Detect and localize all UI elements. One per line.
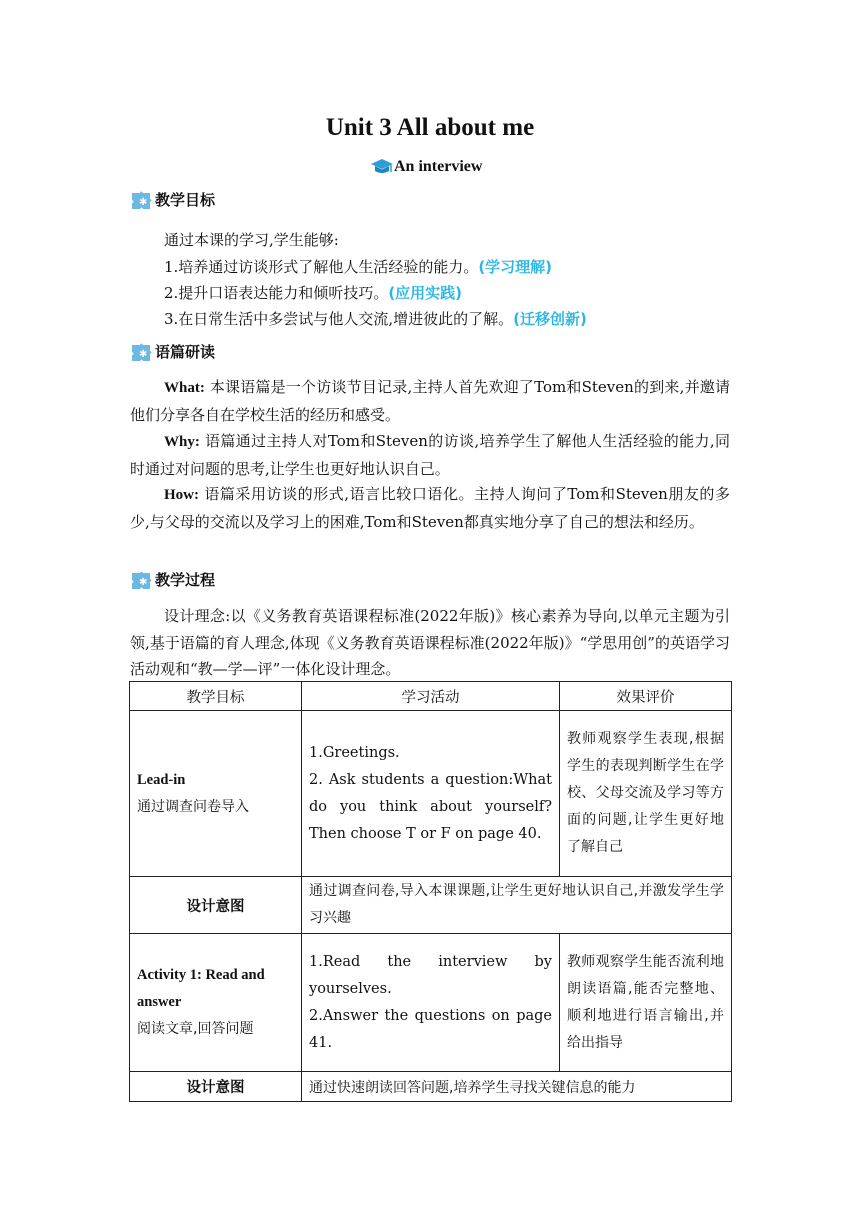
table-row bbox=[130, 711, 732, 877]
why-label: Why: bbox=[164, 434, 200, 450]
lesson-plan-table bbox=[129, 681, 732, 1102]
intent-cell: 通过调查问卷,导入本课课题,让学生更好地认识自己,并激发学生学习兴趣 bbox=[302, 877, 732, 934]
goal-subtitle: 通过调查问卷导入 bbox=[137, 798, 249, 815]
goal-title: Activity 1: Read and answer bbox=[137, 967, 265, 1010]
goal-subtitle: 阅读文章,回答问题 bbox=[137, 1021, 254, 1037]
goal-item: 1.培养通过访谈形式了解他人生活经验的能力。(学习理解) bbox=[164, 258, 553, 276]
section-heading-text: 教学目标 bbox=[155, 191, 216, 209]
goal-tag: (学习理解) bbox=[478, 258, 553, 276]
process-intro: 设计理念:以《义务教育英语课程标准(2022年版)》核心素养为导向,以单元主题为引领,基于语篇的育人理念,体现《义务教育英语课程标准(2022年版)》“学思用创”的英语学习活动观和“教—学—评”一体化设计理念。 bbox=[130, 607, 730, 678]
table-row bbox=[130, 877, 732, 934]
goals-intro: 通过本课的学习,学生能够: bbox=[164, 231, 339, 249]
page-title: Unit 3 All about me bbox=[325, 114, 535, 141]
graduation-cap-icon bbox=[370, 157, 394, 177]
svg-text:✱: ✱ bbox=[139, 196, 148, 208]
activity-item: 2. Ask students a question:What do you think about yourself? Then choose T or F on page 40. bbox=[309, 771, 552, 842]
what-label: What: bbox=[164, 380, 205, 396]
intent-label: 设计意图 bbox=[130, 1072, 302, 1102]
activity-item: 1.Read the interview by yourselves. bbox=[309, 953, 552, 997]
goal-item: 2.提升口语表达能力和倾听技巧。(应用实践) bbox=[164, 284, 463, 302]
how-label: How: bbox=[164, 487, 199, 503]
goal-item: 3.在日常生活中多尝试与他人交流,增进彼此的了解。(迁移创新) bbox=[164, 310, 587, 328]
subtitle bbox=[370, 156, 482, 178]
puzzle-icon bbox=[131, 570, 153, 590]
section-heading-reading bbox=[131, 341, 215, 362]
why-paragraph: Why: 语篇通过主持人对Tom和Steven的访谈,培养学生了解他人生活经验的能力,同时通过对问题的思考,让学生也更好地认识自己。 bbox=[130, 432, 730, 478]
goal-tag: (应用实践) bbox=[388, 284, 463, 302]
table-header-row bbox=[130, 682, 732, 711]
svg-text:✱: ✱ bbox=[139, 348, 148, 360]
activity-cell bbox=[302, 711, 560, 877]
activity-item: 1.Greetings. bbox=[309, 744, 400, 761]
activity-item: 2.Answer the questions on page 41. bbox=[309, 1007, 552, 1051]
section-heading-text: 语篇研读 bbox=[155, 343, 216, 361]
section-heading-goals bbox=[131, 189, 215, 210]
column-header: 教学目标 bbox=[130, 682, 302, 711]
goal-title: Lead-in bbox=[137, 771, 186, 788]
goal-cell bbox=[130, 711, 302, 877]
subtitle-text: An interview bbox=[394, 158, 483, 175]
evaluation-cell: 教师观察学生表现,根据学生的表现判断学生在学校、父母交流及学习等方面的问题,让学生更好地了解自己 bbox=[560, 711, 732, 877]
intent-label: 设计意图 bbox=[130, 877, 302, 934]
evaluation-cell: 教师观察学生能否流利地朗读语篇,能否完整地、顺利地进行语言输出,并给出指导 bbox=[560, 934, 732, 1072]
column-header: 学习活动 bbox=[302, 682, 560, 711]
svg-text:✱: ✱ bbox=[139, 576, 148, 588]
section-heading-process bbox=[131, 569, 215, 590]
puzzle-icon bbox=[131, 342, 153, 362]
section-heading-text: 教学过程 bbox=[155, 571, 216, 589]
intent-cell: 通过快速朗读回答问题,培养学生寻找关键信息的能力 bbox=[302, 1072, 732, 1102]
activity-cell bbox=[302, 934, 560, 1072]
table-row bbox=[130, 934, 732, 1072]
table-row bbox=[130, 1072, 732, 1102]
column-header: 效果评价 bbox=[560, 682, 732, 711]
goal-cell bbox=[130, 934, 302, 1072]
what-paragraph: What: 本课语篇是一个访谈节目记录,主持人首先欢迎了Tom和Steven的到来,并邀请他们分享各自在学校生活的经历和感受。 bbox=[130, 378, 730, 424]
puzzle-icon bbox=[131, 190, 153, 210]
how-paragraph: How: 语篇采用访谈的形式,语言比较口语化。主持人询问了Tom和Steven朋友的多少,与父母的交流以及学习上的困难,Tom和Steven都真实地分享了自己的想法和经历。 bbox=[130, 485, 730, 531]
goal-tag: (迁移创新) bbox=[513, 310, 587, 328]
